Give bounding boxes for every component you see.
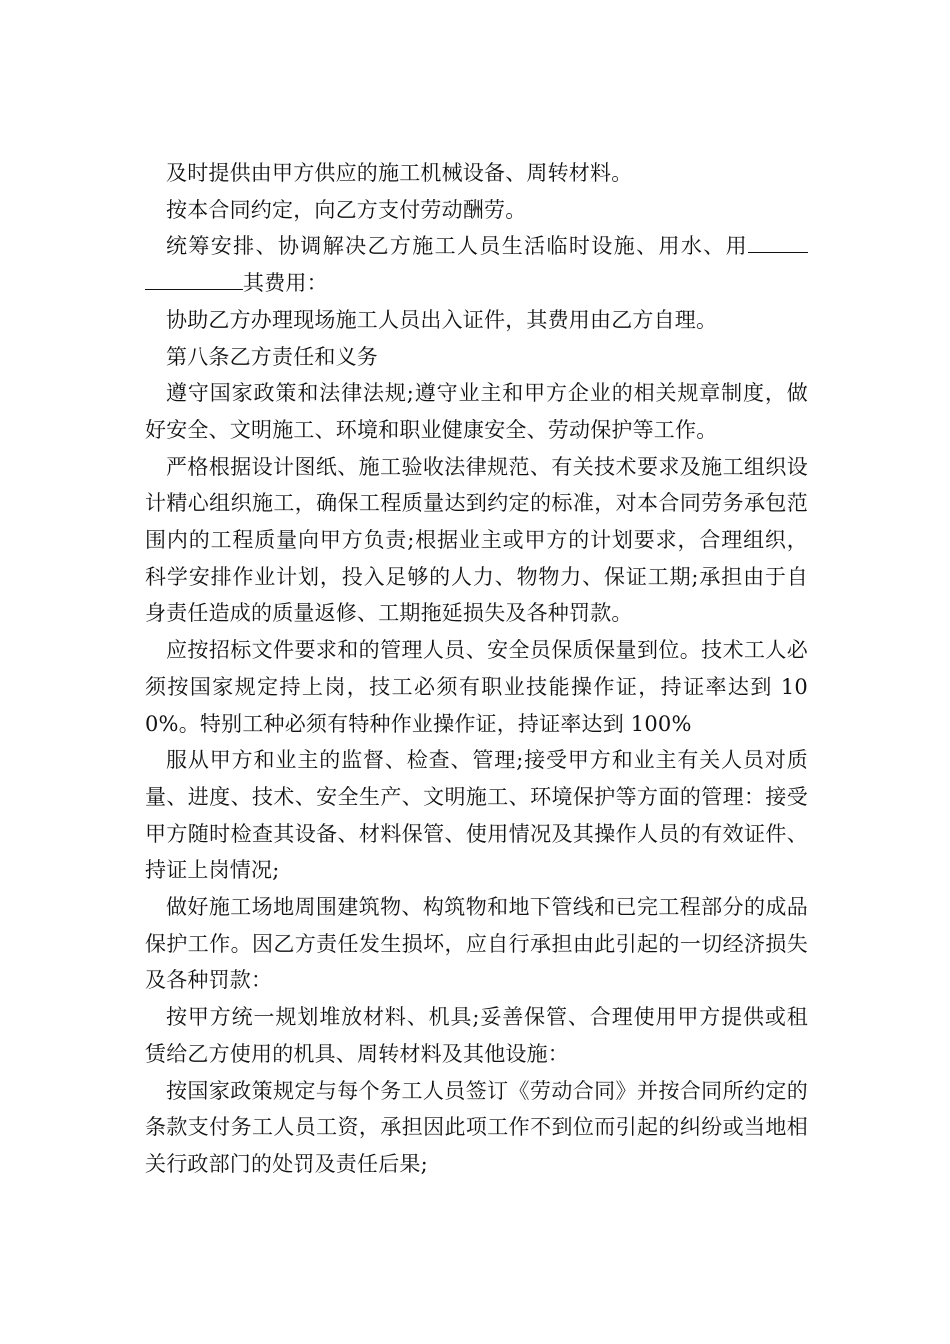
paragraph-9: 做好施工场地周围建筑物、构筑物和地下管线和已完工程部分的成品保护工作。因乙方责任发生损坏，应自行承担由此引起的一切经济损失及各种罚款： <box>145 895 808 993</box>
paragraph-1: 及时提供由甲方供应的施工机械设备、周转材料。 <box>166 161 633 185</box>
fill-in-blank <box>748 234 808 253</box>
paragraph-3-tail: 其费用： <box>243 271 328 296</box>
paragraph-7: 应按招标文件要求和的管理人员、安全员保质保量到位。技术工人必须按国家规定持上岗，技工必须有职业技能操作证，持证率达到 100%。特别工种必须有特种作业操作证，持证率达到 100% <box>145 638 808 736</box>
document-page <box>145 155 808 1183</box>
paragraph-4: 协助乙方办理现场施工人员出入证件，其费用由乙方自理。 <box>166 307 718 332</box>
paragraph-8: 服从甲方和业主的监督、检查、管理;接受甲方和业主有关人员对质量、进度、技术、安全生产、文明施工、环境保护等方面的管理：接受甲方随时检查其设备、材料保管、使用情况及其操作人员的有效证件、持证上岗情况; <box>145 748 808 883</box>
paragraph-5: 遵守国家政策和法律法规;遵守业主和甲方企业的相关规章制度，做好安全、文明施工、环境和职业健康安全、劳动保护等工作。 <box>145 381 808 442</box>
paragraph-10: 按甲方统一规划堆放材料、机具;妥善保管、合理使用甲方提供或租赁给乙方使用的机具、周转材料及其他设施： <box>145 1005 808 1066</box>
fill-in-blank-continued <box>145 271 243 290</box>
paragraph-2: 按本合同约定，向乙方支付劳动酬劳。 <box>166 197 527 222</box>
section-heading: 第八条乙方责任和义务 <box>166 344 378 369</box>
paragraph-3-text: 统筹安排、协调解决乙方施工人员生活临时设施、用水、用 <box>166 234 748 259</box>
paragraph-11: 按国家政策规定与每个务工人员签订《劳动合同》并按合同所约定的条款支付务工人员工资，承担因此项工作不到位而引起的纠纷或当地相关行政部门的处罚及责任后果; <box>145 1078 808 1176</box>
paragraph-3 <box>145 228 808 301</box>
paragraph-6: 严格根据设计图纸、施工验收法律规范、有关技术要求及施工组织设计精心组织施工，确保工程质量达到约定的标准，对本合同劳务承包范围内的工程质量向甲方负责;根据业主或甲方的计划要求，合理组织，科学安排作业计划，投入足够的人力、物物力、保证工期;承担由于自身责任造成的质量返修、工期拖延损失及各种罚款。 <box>145 454 808 626</box>
